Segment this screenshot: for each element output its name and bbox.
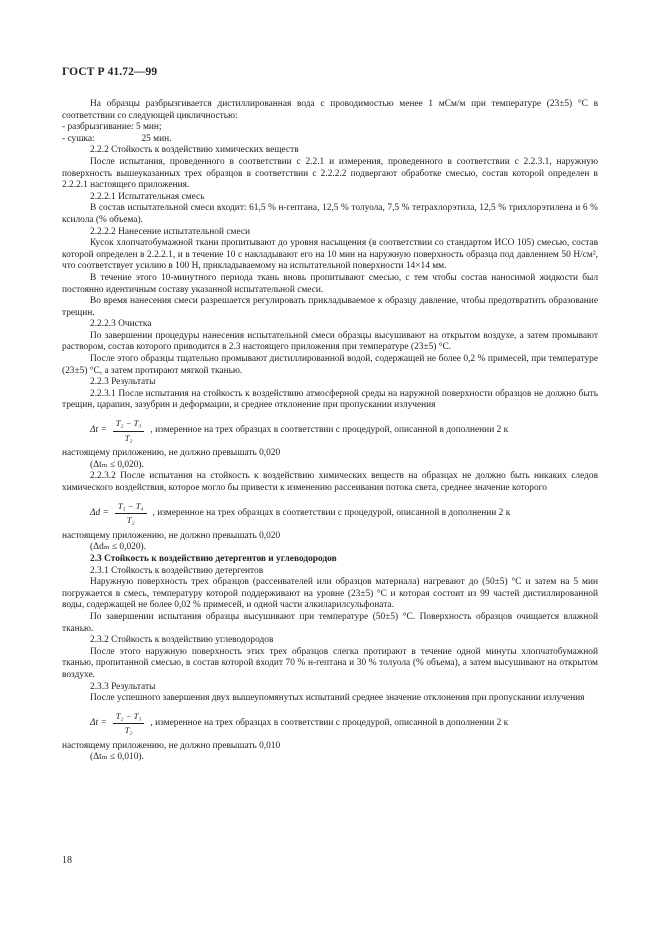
paragraph: (Δdₘ ≤ 0,020).	[90, 542, 146, 553]
formula-lhs: Δd =	[90, 507, 109, 518]
formula-fraction	[113, 418, 145, 444]
formula-text: , измеренное на трех образцах в соответствии с процедурой, описанной в дополнении 2 к	[152, 507, 511, 518]
paragraph: - сушка: 25 мин.	[62, 133, 172, 144]
paragraph: По завершении испытания образцы высушивают при температуре (50±5) °С. Поверхность образцов очищается влажной тканью.	[62, 611, 598, 634]
fraction-denominator: T₂	[124, 725, 133, 736]
formula-fraction	[113, 711, 145, 737]
fraction-numerator: T₂ − T₃	[113, 418, 145, 432]
formula	[90, 418, 598, 444]
paragraph: После этого образцы тщательно промывают дистиллированной водой, содержащей не более 0,2 % примесей, при температуре (23±5) °С, а затем протирают мягкой тканью.	[62, 354, 598, 376]
formula-text: , измеренное на трех образцах в соответствии с процедурой, описанной в дополнении 2 к	[150, 425, 509, 436]
paragraph: 2.2.2.2 Нанесение испытательной смеси	[90, 226, 251, 237]
paragraph: настоящему приложению, не должно превышать 0,020	[62, 448, 281, 459]
paragraph: После испытания, проведенного в соответствии с 2.2.1 и измерения, проведенного в соответствии с 2.2.3.1, наружную поверхность вышеуказанных трех образцов в соответствии с 2.2.2.2 подвергают обработке смесью, состав которой определен в 2.2.2.1 настоящего приложения.	[62, 156, 598, 191]
formula	[90, 711, 598, 737]
paragraph: 2.2.3 Результаты	[90, 377, 156, 388]
fraction-numerator: T₂ − T₃	[113, 711, 145, 725]
paragraph: - разбрызгивание: 5 мин;	[62, 122, 162, 133]
paragraph: На образцы разбрызгивается дистиллированная вода с проводимостью менее 1 мСм/м при температуре (23±5) °С в соответствии со следующей цикличностью:	[62, 99, 598, 121]
paragraph: Кусок хлопчатобумажной ткани пропитывают до уровня насыщения (в соответствии со стандартом ИСО 105) смесью, состав которой определен в 2.2.2.1, и в течение 10 с накладывают его на 10 мин на наружную поверхность образца под давлением 50 Н/см², что соответствует усилию в 100 Н, прикладываемому на испытательной поверхности 14×14 мм.	[62, 238, 598, 272]
paragraph: 2.2.3.1 После испытания на стойкость к воздействию атмосферной среды на наружной поверхности образцов не должно быть трещин, царапин, зазубрин и деформации, и среднее отклонение при пропускании излучения	[62, 388, 598, 411]
paragraph: Наружную поверхность трех образцов (рассеивателей или образцов материала) нагревают до (50±5) °С и затем на 5 мин погружается в смесь, температуру которой поддерживают на уровне (23±5) °С и которая состоит из 99 частей дистиллированной воды, содержащей не более 0,02 % примесей, и одной части алкиларилсульфоната.	[62, 577, 598, 611]
paragraph: 2.2.2.1 Испытательная смесь	[90, 191, 205, 202]
fraction-denominator: T₂	[124, 432, 133, 443]
fraction-denominator: T₂	[126, 515, 135, 526]
document-body	[62, 99, 598, 764]
paragraph: 2.3 Стойкость к воздействию детергентов и углеводородов	[90, 553, 337, 564]
paragraph: 2.3.3 Результаты	[90, 681, 156, 692]
paragraph: После успешного завершения двух вышеупомянутых испытаний среднее значение отклонения при пропускании излучения	[90, 693, 585, 704]
formula-lhs: Δt =	[90, 717, 107, 728]
paragraph: В состав испытательной смеси входит: 61,5 % н-гептана, 12,5 % толуола, 7,5 % тетрахлорэтила, 12,5 % трихлорэтилена и 6 % ксилола (% объема).	[62, 203, 598, 225]
formula	[90, 501, 598, 527]
paragraph: 2.3.1 Стойкость к воздействию детергентов	[90, 565, 264, 576]
document-header: ГОСТ Р 41.72—99	[62, 66, 158, 78]
paragraph: 2.3.2 Стойкость к воздействию углеводородов	[90, 635, 274, 646]
paragraph: 2.2.2.3 Очистка	[90, 319, 152, 330]
formula-lhs: Δt =	[90, 425, 107, 436]
paragraph: (Δtₘ ≤ 0,010).	[90, 752, 144, 763]
formula-fraction	[115, 501, 147, 527]
fraction-numerator: T₅ − T₄	[115, 501, 147, 515]
paragraph: По завершении процедуры нанесения испытательной смеси образцы высушивают на открытом воздухе, а затем промывают раствором, состав которого приводится в 2.3 настоящего приложения при температуре (23±5) °С.	[62, 330, 598, 353]
paragraph: Во время нанесения смеси разрешается регулировать прикладываемое к образцу давление, чтобы предотвратить образование трещин.	[62, 296, 598, 318]
paragraph: настоящему приложению, не должно превышать 0,020	[62, 530, 281, 541]
formula-text: , измеренное на трех образцах в соответствии с процедурой, описанной в дополнении 2 к	[150, 717, 509, 728]
page-number: 18	[62, 855, 72, 866]
paragraph: 2.2.3.2 После испытания на стойкость к воздействию химических веществ на образцах не должно быть никаких следов химического воздействия, которое могло бы привести к изменению рассеивания потока света, среднее значение которого	[62, 471, 598, 493]
paragraph: В течение этого 10-минутного периода ткань вновь пропитывают смесью, с тем чтобы состав наносимой жидкости был постоянно идентичным составу указанной испытательной смеси.	[62, 272, 598, 295]
paragraph: (Δtₘ ≤ 0,020).	[90, 459, 144, 470]
paragraph: настоящему приложению, не должно превышать 0,010	[62, 740, 281, 751]
paragraph: 2.2.2 Стойкость к воздействию химических веществ	[90, 145, 299, 156]
paragraph: После этого наружную поверхность этих трех образцов слегка протирают в течение одной минуты хлопчатобумажной тканью, пропитанной смесью, в состав которой входит 70 % н-гептана и 30 % толуола (% объема), а затем высушивают на открытом воздухе.	[62, 646, 598, 680]
